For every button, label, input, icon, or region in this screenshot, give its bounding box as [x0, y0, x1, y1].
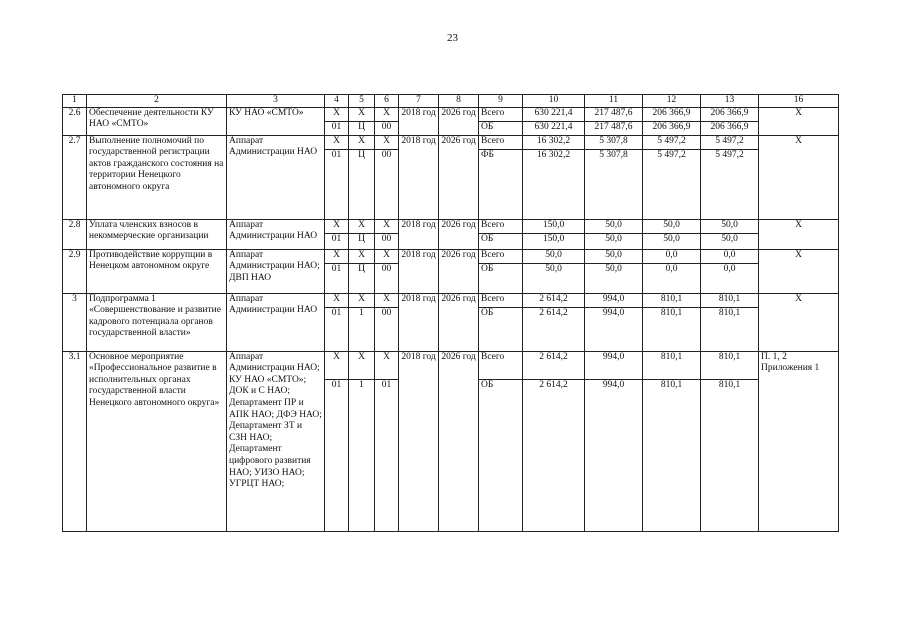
event-name: Противодействие коррупции в Ненецком автономном округе	[87, 249, 227, 293]
code-cell: 01	[325, 149, 349, 219]
amount-cell: 0,0	[643, 263, 701, 293]
code-cell: Х	[375, 351, 399, 379]
code-cell: Х	[325, 293, 349, 307]
row-number: 2.9	[63, 249, 87, 293]
amount-cell: 206 366,9	[643, 121, 701, 135]
code-cell: 1	[349, 307, 375, 351]
amount-cell: 2 614,2	[523, 351, 585, 379]
funding-source: Всего	[479, 249, 523, 263]
code-cell: Х	[349, 249, 375, 263]
code-cell: 00	[375, 307, 399, 351]
code-cell: 01	[375, 379, 399, 531]
table-row	[63, 249, 839, 263]
code-cell: Х	[375, 135, 399, 149]
amount-cell: 150,0	[523, 233, 585, 249]
amount-cell: 5 307,8	[585, 135, 643, 149]
start-year: 2018 год	[399, 107, 439, 135]
amount-cell: 630 221,4	[523, 121, 585, 135]
amount-cell: 217 487,6	[585, 121, 643, 135]
amount-cell: 50,0	[643, 219, 701, 233]
amount-cell: 810,1	[643, 379, 701, 531]
amount-cell: 206 366,9	[701, 121, 759, 135]
amount-cell: 16 302,2	[523, 135, 585, 149]
reference-cell: Х	[759, 135, 839, 219]
event-name: Выполнение полномочий по государственной регистрации актов гражданского состояния на территории Ненецкого автономного округа	[87, 135, 227, 219]
column-header: 9	[479, 95, 523, 108]
column-header: 12	[643, 95, 701, 108]
code-cell: Х	[375, 293, 399, 307]
code-cell: 01	[325, 307, 349, 351]
amount-cell: 50,0	[523, 249, 585, 263]
column-header: 11	[585, 95, 643, 108]
amount-cell: 50,0	[585, 263, 643, 293]
code-cell: Х	[375, 249, 399, 263]
code-cell: 01	[325, 379, 349, 531]
row-number: 2.8	[63, 219, 87, 249]
reference-cell: П. 1, 2 Приложения 1	[759, 351, 839, 531]
amount-cell: 5 307,8	[585, 149, 643, 219]
funding-source: ФБ	[479, 149, 523, 219]
amount-cell: 810,1	[701, 307, 759, 351]
code-cell: Х	[349, 293, 375, 307]
amount-cell: 0,0	[701, 249, 759, 263]
amount-cell: 810,1	[701, 293, 759, 307]
row-number: 2.7	[63, 135, 87, 219]
column-header: 16	[759, 95, 839, 108]
funding-source: Всего	[479, 219, 523, 233]
amount-cell: 0,0	[643, 249, 701, 263]
code-cell: Х	[375, 107, 399, 121]
event-name: Обеспечение деятельности КУ НАО «СМТО»	[87, 107, 227, 135]
table-row	[63, 135, 839, 149]
amount-cell: 50,0	[585, 219, 643, 233]
table-row	[63, 293, 839, 307]
amount-cell: 5 497,2	[701, 135, 759, 149]
code-cell: Ц	[349, 263, 375, 293]
code-cell: Х	[325, 249, 349, 263]
amount-cell: 50,0	[585, 249, 643, 263]
amount-cell: 810,1	[701, 379, 759, 531]
amount-cell: 50,0	[585, 233, 643, 249]
funding-source: Всего	[479, 107, 523, 121]
start-year: 2018 год	[399, 351, 439, 531]
amount-cell: 810,1	[643, 307, 701, 351]
start-year: 2018 год	[399, 219, 439, 249]
start-year: 2018 год	[399, 249, 439, 293]
table-row	[63, 107, 839, 121]
table-row	[63, 351, 839, 379]
amount-cell: 50,0	[643, 233, 701, 249]
funding-source: Всего	[479, 293, 523, 307]
amount-cell: 5 497,2	[643, 149, 701, 219]
code-cell: Х	[325, 107, 349, 121]
code-cell: Х	[325, 135, 349, 149]
column-header: 6	[375, 95, 399, 108]
code-cell: Х	[349, 351, 375, 379]
column-header: 4	[325, 95, 349, 108]
code-cell: Ц	[349, 121, 375, 135]
event-name: Уплата членских взносов в некоммерческие организации	[87, 219, 227, 249]
amount-cell: 630 221,4	[523, 107, 585, 121]
reference-cell: Х	[759, 249, 839, 293]
amount-cell: 5 497,2	[643, 135, 701, 149]
amount-cell: 206 366,9	[701, 107, 759, 121]
executor: Аппарат Администрации НАО	[227, 219, 325, 249]
code-cell: Ц	[349, 149, 375, 219]
amount-cell: 16 302,2	[523, 149, 585, 219]
funding-source: ОБ	[479, 307, 523, 351]
amount-cell: 2 614,2	[523, 379, 585, 531]
column-header: 3	[227, 95, 325, 108]
amount-cell: 810,1	[643, 351, 701, 379]
code-cell: 00	[375, 149, 399, 219]
column-header: 13	[701, 95, 759, 108]
code-cell: Х	[349, 107, 375, 121]
amount-cell: 50,0	[523, 263, 585, 293]
amount-cell: 994,0	[585, 307, 643, 351]
code-cell: Х	[349, 219, 375, 233]
code-cell: Х	[325, 351, 349, 379]
end-year: 2026 год	[439, 107, 479, 135]
amount-cell: 994,0	[585, 351, 643, 379]
amount-cell: 206 366,9	[643, 107, 701, 121]
row-number: 3.1	[63, 351, 87, 531]
funding-source: ОБ	[479, 379, 523, 531]
column-header: 10	[523, 95, 585, 108]
code-cell: Ц	[349, 233, 375, 249]
amount-cell: 810,1	[701, 351, 759, 379]
amount-cell: 2 614,2	[523, 307, 585, 351]
end-year: 2026 год	[439, 135, 479, 219]
amount-cell: 0,0	[701, 263, 759, 293]
amount-cell: 2 614,2	[523, 293, 585, 307]
reference-cell: Х	[759, 107, 839, 135]
amount-cell: 50,0	[701, 233, 759, 249]
executor: Аппарат Администрации НАО; ДВП НАО	[227, 249, 325, 293]
executor: КУ НАО «СМТО»	[227, 107, 325, 135]
amount-cell: 994,0	[585, 293, 643, 307]
event-name: Подпрограмма 1 «Совершенствование и развитие кадрового потенциала органов государственной власти»	[87, 293, 227, 351]
amount-cell: 810,1	[643, 293, 701, 307]
code-cell: Х	[325, 219, 349, 233]
column-header-row	[63, 95, 839, 108]
code-cell: 00	[375, 233, 399, 249]
code-cell: Х	[375, 219, 399, 233]
column-header: 8	[439, 95, 479, 108]
code-cell: 1	[349, 379, 375, 531]
row-number: 3	[63, 293, 87, 351]
column-header: 7	[399, 95, 439, 108]
funding-source: ОБ	[479, 233, 523, 249]
end-year: 2026 год	[439, 351, 479, 531]
funding-source: Всего	[479, 351, 523, 379]
code-cell: 01	[325, 121, 349, 135]
end-year: 2026 год	[439, 293, 479, 351]
column-header: 1	[63, 95, 87, 108]
amount-cell: 217 487,6	[585, 107, 643, 121]
table-row	[63, 219, 839, 233]
program-table	[62, 94, 839, 532]
page-number: 23	[447, 32, 458, 44]
reference-cell: Х	[759, 219, 839, 249]
end-year: 2026 год	[439, 249, 479, 293]
code-cell: 00	[375, 263, 399, 293]
code-cell: 01	[325, 233, 349, 249]
executor: Аппарат Администрации НАО; КУ НАО «СМТО»; ДОК и С НАО; Департамент ПР и АПК НАО; ДФЭ НАО; Департамент ЗТ и СЗН НАО; Департамент цифрового развития НАО; УИЗО НАО; УГРЦТ НАО;	[227, 351, 325, 531]
amount-cell: 150,0	[523, 219, 585, 233]
code-cell: Х	[349, 135, 375, 149]
column-header: 5	[349, 95, 375, 108]
amount-cell: 994,0	[585, 379, 643, 531]
executor: Аппарат Администрации НАО	[227, 135, 325, 219]
funding-source: ОБ	[479, 121, 523, 135]
reference-cell: Х	[759, 293, 839, 351]
code-cell: 00	[375, 121, 399, 135]
row-number: 2.6	[63, 107, 87, 135]
column-header: 2	[87, 95, 227, 108]
end-year: 2026 год	[439, 219, 479, 249]
code-cell: 01	[325, 263, 349, 293]
amount-cell: 50,0	[701, 219, 759, 233]
start-year: 2018 год	[399, 293, 439, 351]
event-name: Основное мероприятие «Профессиональное развитие в исполнительных органах государственной власти Ненецкого автономного округа»	[87, 351, 227, 531]
start-year: 2018 год	[399, 135, 439, 219]
funding-source: ОБ	[479, 263, 523, 293]
funding-source: Всего	[479, 135, 523, 149]
executor: Аппарат Администрации НАО	[227, 293, 325, 351]
amount-cell: 5 497,2	[701, 149, 759, 219]
